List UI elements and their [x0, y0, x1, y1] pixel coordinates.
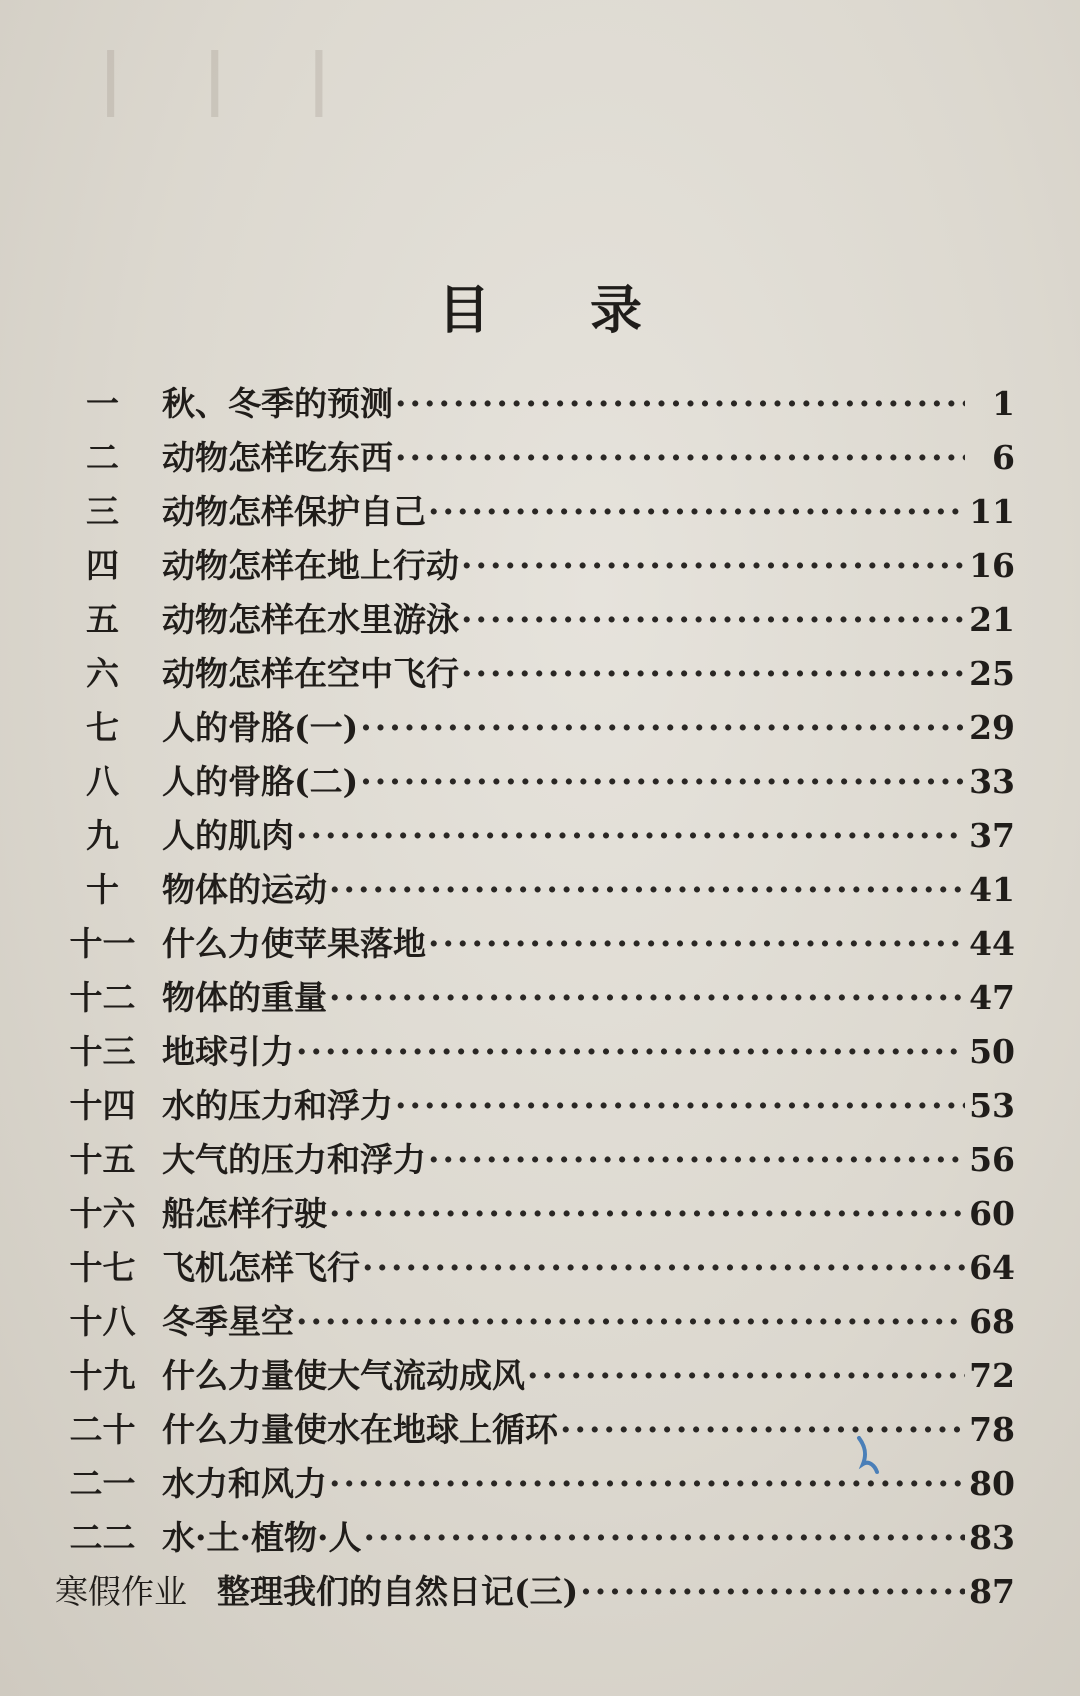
dot-leader: [428, 492, 965, 531]
chapter-number: 十一: [69, 924, 136, 963]
dot-leader: [329, 870, 965, 909]
chapter-title: 物体的运动: [162, 870, 327, 909]
chapter-number: 六: [86, 654, 119, 693]
chapter-title: 什么力使苹果落地: [162, 924, 426, 963]
chapter-title: 物体的重量: [162, 978, 327, 1017]
toc-entry: [55, 1242, 1015, 1296]
chapter-number: 十二: [69, 978, 136, 1017]
toc-entry: [55, 594, 1015, 648]
chapter-title: 水力和风力: [162, 1464, 327, 1503]
chapter-number: 二一: [69, 1464, 136, 1503]
chapter-title: 水的压力和浮力: [162, 1086, 393, 1125]
chapter-title: 什么力量使大气流动成风: [162, 1356, 525, 1395]
chapter-number: 九: [86, 816, 119, 855]
chapter-title: 动物怎样在空中飞行: [162, 654, 459, 693]
page-number: 16: [969, 546, 1015, 585]
toc-entry: [55, 1188, 1015, 1242]
chapter-number: 五: [86, 600, 119, 639]
chapter-number: 十八: [69, 1302, 136, 1341]
chapter-title: 人的骨胳(二): [162, 762, 359, 801]
chapter-title: 飞机怎样飞行: [162, 1248, 360, 1287]
page-number: 25: [969, 654, 1015, 693]
chapter-number: 四: [86, 546, 119, 585]
chapter-number: 十五: [69, 1140, 136, 1179]
dot-leader: [461, 654, 965, 693]
chapter-number: 十七: [69, 1248, 136, 1287]
chapter-number: 十: [86, 870, 119, 909]
dot-leader: [296, 1302, 965, 1341]
chapter-number: 二十: [69, 1410, 136, 1449]
chapter-number: 十九: [69, 1356, 136, 1395]
chapter-title: 动物怎样在地上行动: [162, 546, 459, 585]
dot-leader: [363, 1518, 965, 1557]
dot-leader: [329, 978, 965, 1017]
table-of-contents: [55, 378, 1015, 1620]
page-number: 44: [969, 924, 1015, 963]
page-number: 64: [969, 1248, 1015, 1287]
page-number: 68: [969, 1302, 1015, 1341]
dot-leader: [580, 1572, 965, 1611]
dot-leader: [395, 1086, 965, 1125]
page-number: 29: [969, 708, 1015, 747]
chapter-title: 大气的压力和浮力: [162, 1140, 426, 1179]
page-number: 80: [969, 1464, 1015, 1503]
dot-leader: [461, 600, 965, 639]
page-number: 56: [969, 1140, 1015, 1179]
chapter-title: 动物怎样保护自己: [162, 492, 426, 531]
toc-entry: [55, 1134, 1015, 1188]
dot-leader: [296, 816, 965, 855]
faint-handwriting: ꟾ ꟾ ꟾ: [100, 50, 360, 134]
page-number: 1: [992, 384, 1015, 423]
page-number: 41: [969, 870, 1015, 909]
chapter-number: 二二: [69, 1518, 136, 1557]
chapter-title: 整理我们的自然日记(三): [217, 1572, 579, 1611]
page-number: 47: [969, 978, 1015, 1017]
dot-leader: [296, 1032, 965, 1071]
toc-entry: [55, 1350, 1015, 1404]
chapter-title: 地球引力: [162, 1032, 294, 1071]
toc-entry: [55, 918, 1015, 972]
toc-entry: [55, 864, 1015, 918]
toc-entry: [55, 756, 1015, 810]
toc-entry: [55, 432, 1015, 486]
page-number: 11: [969, 492, 1015, 531]
chapter-title: 人的肌肉: [162, 816, 294, 855]
chapter-number: 二: [86, 438, 119, 477]
page-number: 37: [969, 816, 1015, 855]
chapter-title: 什么力量使水在地球上循环: [162, 1410, 558, 1449]
page-number: 60: [969, 1194, 1015, 1233]
chapter-title: 水·土·植物·人: [162, 1518, 362, 1557]
chapter-title: 秋、冬季的预测: [162, 384, 393, 423]
page-number: 50: [969, 1032, 1015, 1071]
dot-leader: [329, 1194, 965, 1233]
chapter-title: 冬季星空: [162, 1302, 294, 1341]
page-number: 87: [969, 1572, 1015, 1611]
toc-entry: [55, 1566, 1015, 1620]
dot-leader: [360, 762, 965, 801]
chapter-number: 一: [86, 384, 119, 423]
chapter-title: 人的骨胳(一): [162, 708, 359, 747]
dot-leader: [428, 924, 965, 963]
page-number: 33: [969, 762, 1015, 801]
chapter-number: 十四: [69, 1086, 136, 1125]
toc-entry: [55, 1026, 1015, 1080]
toc-entry: [55, 1080, 1015, 1134]
page-number: 72: [969, 1356, 1015, 1395]
chapter-number: 三: [86, 492, 119, 531]
toc-entry: [55, 648, 1015, 702]
dot-leader: [395, 384, 965, 423]
chapter-title: 动物怎样吃东西: [162, 438, 393, 477]
toc-entry: [55, 1512, 1015, 1566]
dot-leader: [560, 1410, 965, 1449]
toc-entry: [55, 378, 1015, 432]
blue-ink-mark: [855, 1436, 881, 1476]
page-title: 目录: [437, 280, 742, 341]
dot-leader: [360, 708, 965, 747]
toc-entry: [55, 486, 1015, 540]
dot-leader: [527, 1356, 965, 1395]
toc-entry: [55, 1296, 1015, 1350]
chapter-number: 八: [86, 762, 119, 801]
toc-entry: [55, 810, 1015, 864]
dot-leader: [395, 438, 965, 477]
page-number: 53: [969, 1086, 1015, 1125]
dot-leader: [362, 1248, 965, 1287]
chapter-title: 船怎样行驶: [162, 1194, 327, 1233]
chapter-title: 动物怎样在水里游泳: [162, 600, 459, 639]
chapter-number: 七: [86, 708, 119, 747]
page-number: 6: [992, 438, 1015, 477]
dot-leader: [461, 546, 965, 585]
toc-entry: [55, 702, 1015, 756]
dot-leader: [428, 1140, 965, 1179]
toc-entry: [55, 540, 1015, 594]
chapter-number: 寒假作业: [55, 1572, 187, 1611]
toc-entry: [55, 972, 1015, 1026]
chapter-number: 十三: [69, 1032, 136, 1071]
page-number: 78: [969, 1410, 1015, 1449]
page-number: 83: [969, 1518, 1015, 1557]
page-number: 21: [969, 600, 1015, 639]
chapter-number: 十六: [69, 1194, 136, 1233]
